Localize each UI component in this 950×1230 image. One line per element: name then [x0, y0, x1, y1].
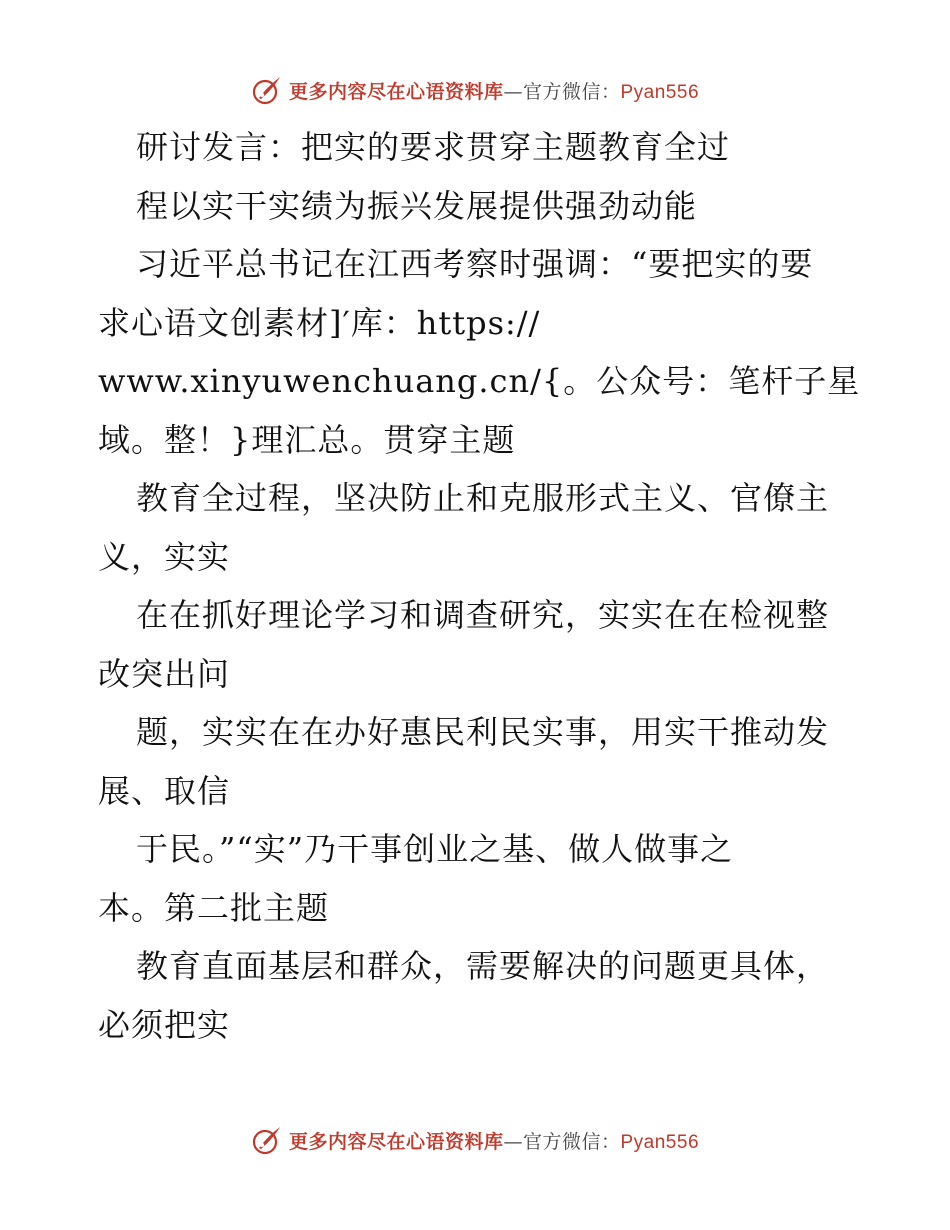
body-line: 必须把实	[98, 1005, 231, 1044]
body-line: 教育直面基层和群众，需要解决的问题更具体，	[136, 947, 830, 985]
header-banner-text	[289, 77, 699, 104]
feather-quill-logo-icon	[251, 74, 283, 106]
body-line: 本。第二批主题	[98, 888, 330, 927]
body-line: 题，实实在在办好惠民利民实事，用实干推动发	[136, 713, 830, 751]
header-banner-official: —官方微信：	[503, 80, 621, 103]
body-line: 在在抓好理论学习和调查研究，实实在在检视整	[136, 596, 830, 634]
footer-banner-official: —官方微信：	[503, 1130, 621, 1153]
footer-banner-wechat-id: Pyan556	[620, 1131, 700, 1153]
document-body	[98, 118, 861, 1054]
header-banner	[0, 70, 950, 110]
feather-quill-logo-icon	[251, 1124, 283, 1156]
footer-banner-main: 更多内容尽在心语资料库	[288, 1130, 504, 1153]
body-line: 程以实干实绩为振兴发展提供强劲动能	[136, 186, 698, 225]
body-line: 展、取信	[98, 771, 231, 810]
footer-banner	[0, 1120, 950, 1160]
body-line: 习近平总书记在江西考察时强调：“要把实的要	[136, 245, 814, 283]
body-line: 求心语文创素材]′库：https://	[98, 303, 541, 342]
body-line: 研讨发言：把实的要求贯穿主题教育全过	[136, 128, 731, 166]
body-line: 教育全过程，坚决防止和克服形式主义、官僚主	[136, 479, 830, 517]
header-banner-main: 更多内容尽在心语资料库	[288, 80, 504, 103]
footer-banner-text	[289, 1127, 699, 1154]
body-line: 于民。”“实”乃干事创业之基、做人做事之	[136, 830, 734, 868]
body-line: www.xinyuwenchuang.cn/{。公众号：笔杆子星	[98, 362, 861, 400]
header-banner-wechat-id: Pyan556	[620, 81, 700, 103]
body-line: 改突出问	[98, 654, 231, 693]
body-line: 域。整！}理汇总。贯穿主题	[98, 420, 516, 459]
body-line: 义，实实	[98, 537, 231, 576]
